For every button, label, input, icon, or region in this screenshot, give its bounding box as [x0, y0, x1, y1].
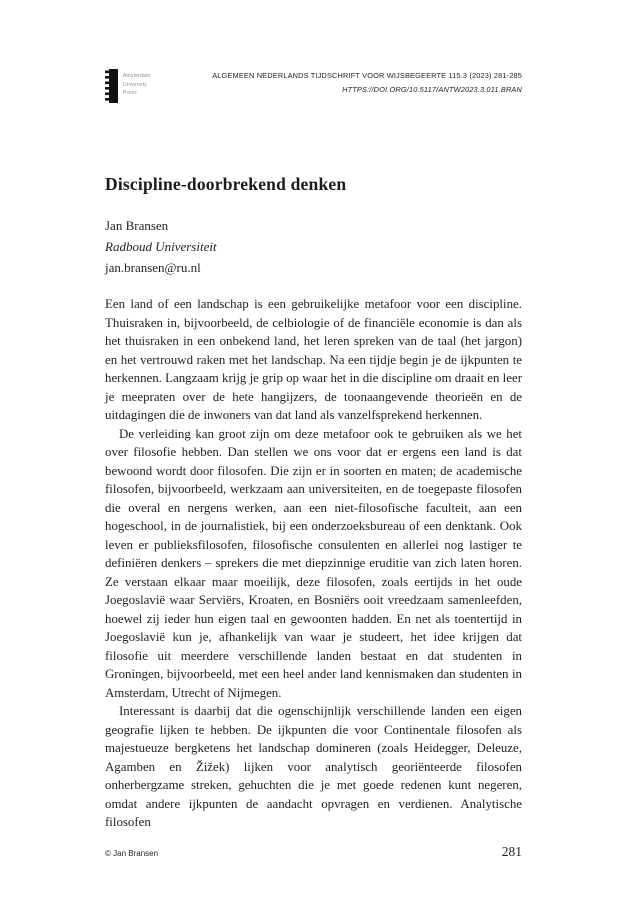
journal-info — [212, 69, 522, 96]
author-affiliation: Radboud Universiteit — [105, 239, 217, 254]
aup-logo-mark-icon — [105, 69, 118, 103]
page-header — [105, 69, 522, 103]
author-name: Jan Bransen — [105, 218, 169, 233]
copyright-notice: © Jan Bransen — [105, 849, 159, 858]
publisher-logo-line: Press — [123, 90, 137, 96]
publisher-logo-line: University — [123, 81, 147, 88]
publisher-logo-text — [123, 69, 150, 98]
page-number: 281 — [501, 844, 522, 859]
doi-link[interactable]: HTTPS://DOI.ORG/10.5117/ANTW2023.3.011.BRAN — [342, 84, 522, 94]
body-paragraph-2: De verleiding kan groot zijn om deze metafoor ook te gebruiken als we het over filosofie hebben. Dan stellen we ons voor dat er ergens een land is dat bewoond wordt door filosofen. Die zijn er in soorten en maten; de academische filosofen, bijvoorbeeld, werkzaam aan universiteiten, en de toegepaste filosofen die overal en nergens werken, aan een niet-filosofische faculteit, aan een hogeschool, in de journalistiek, bij een onderzoeksbureau of een denktank. Ook leven er publieksfilosofen, filosofische consulenten en allerlei nog lastiger te definiëren denkers – sprekers die met diepzinnige eruditie van zich laten horen. Ze verstaan elkaar maar moeilijk, deze filosofen, zoals eertijds in het oude Joegoslavië waar Serviërs, Kroaten, en Bosniërs ooit vreedzaam samenleefden, hoewel zij ieder hun eigen taal en gewoonten hadden. En net als toentertijd in Joegoslavië kun je, afhankelijk van waar je studeert, het idee krijgen dat filosofie uit meerdere verschillende landen bestaat en dat studenten in Groningen, bijvoorbeeld, met een heel ander land kennismaken dan studenten in Amsterdam, Utrecht of Nijmegen. — [105, 426, 522, 700]
author-block — [105, 215, 217, 278]
publisher-logo-line: Amsterdam — [123, 73, 151, 79]
body-paragraph-1: Een land of een landschap is een gebruikelijke metafoor voor een discipline. Thuisraken in, bijvoorbeeld, de celbiologie of de financiële economie is dan als het thuisraken in een onbekend land, het leren spreken van de taal (het jargon) en het vertrouwd raken met het landschap. Na een tijdje begin je de ijkpunten te herkennen. Langzaam krijg je grip op waar het in die discipline om draait en leer je meepraten over de hete hangijzers, de toonaangevende theorieën en de uitdagingen die de inwoners van dat land als vanzelfsprekend herkennen. — [105, 297, 522, 422]
journal-citation: ALGEMEEN NEDERLANDS TIJDSCHRIFT VOOR WIJSBEGEERTE 115.3 (2023) 281-285 — [212, 71, 522, 80]
author-email[interactable]: jan.bransen@ru.nl — [105, 260, 201, 275]
publisher-logo — [105, 69, 150, 103]
article-body — [105, 295, 522, 832]
body-paragraph-3: Interessant is daarbij dat die ogenschijnlijk verschillende landen een eigen geografie lijken te hebben. De ijkpunten die voor Continentale filosofen als majestueuze bergketens het landschap domineren (zoals Heidegger, Deleuze, Agamben en Žižek) lijken voor analytisch georiënteerde filosofen onherbergzame streken, gehuchten die je met goede redenen kunt negeren, omdat andere ijkpunten de aandacht opvragen en verdienen. Analytische filosofen — [105, 704, 522, 829]
page-footer — [105, 844, 522, 860]
article-title: Discipline-doorbrekend denken — [105, 174, 347, 194]
